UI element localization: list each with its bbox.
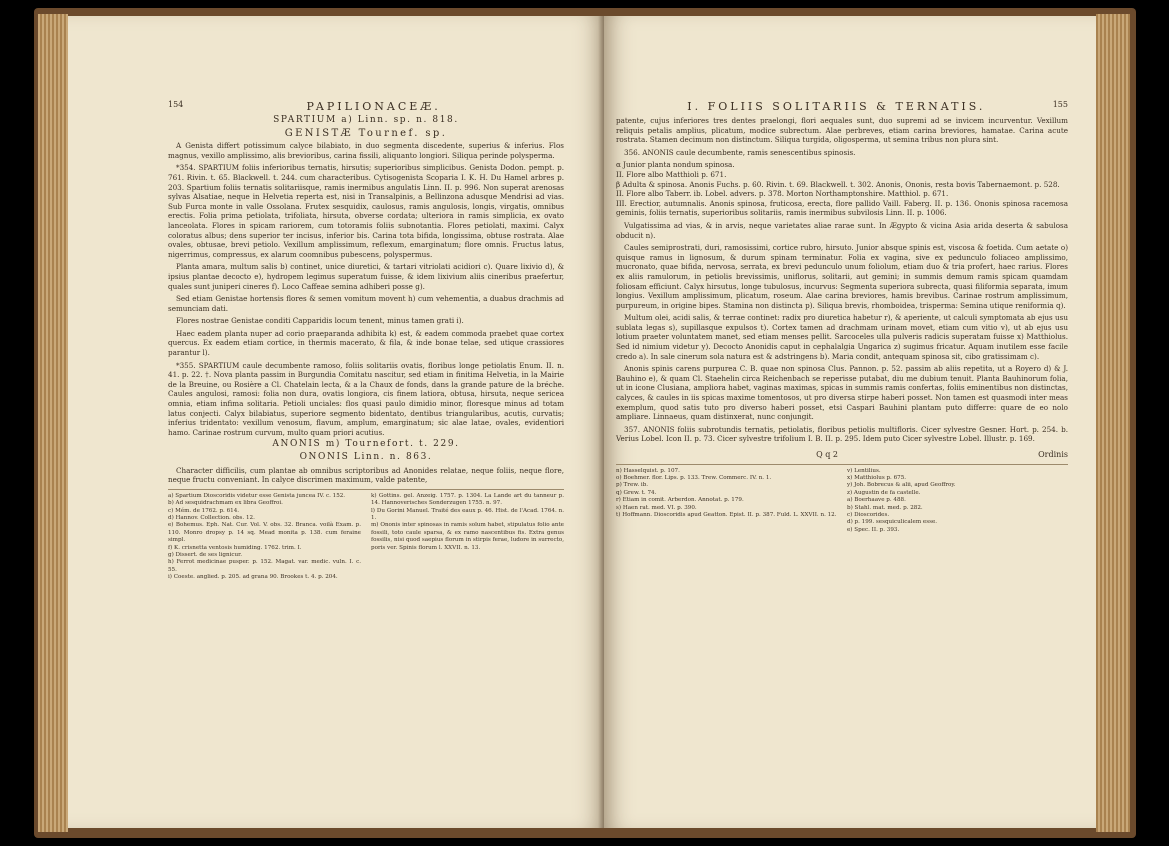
footnote: n) Hasselquist. p. 107. <box>616 467 680 474</box>
planta-amara-paragraph: Planta amara, multum salis b) continet, unice diuretici, & tartari vitriolati acidiori c). Quare lixivio d), & ipsius plantae decocto e), hydropem legimus superatum fuisse, & idem lixivium aliis cineribus praefertur, quales sunt juniperi cineres f). Loco Caffeae semina adhiberi posse g). <box>168 262 564 291</box>
footnote: s) Haen rat. med. VI. p. 390. <box>616 504 697 511</box>
flores-nostrae-paragraph: Flores nostrae Genistae conditi Capparidis locum tenent, minus tamen grati i). <box>176 316 464 326</box>
footnote: k) Gottins. gel. Anzeig. 1757. p. 1304. La Lande art du tanneur p. 14. Hannoverisches Sonderzugen 1755. n. 97. <box>371 492 564 507</box>
footnote: f) K. crisnetta ventosis humiding. 1762. trim. I. <box>168 544 302 551</box>
character-paragraph: Character difficilis, cum plantae ab omnibus scriptoribus ad Anonides relatae, neque foliis, neque flore, neque fructu conveniant. In calyce discrimen maximum, valde patente, <box>168 465 564 485</box>
right-running-head: I. FOLIIS SOLITARIIS & TERNATIS. <box>687 100 986 113</box>
footnote: c) Mém. de 1762. p. 614. <box>168 507 240 514</box>
footnote: h) Ferrot medicinae pusper. p. 152. Magat. var. medic. vuln. I. c. 55. <box>168 559 361 573</box>
variety-beta: β Adulta & spinosa. Anonis Fuchs. p. 60. Rivin. t. 69. Blackwell. t. 302. Anonis, Ononis, resta bovis Tabernaemont. p. 528. <box>616 179 1060 189</box>
footnote: q) Grew. t. 74. <box>616 489 657 496</box>
haec-eadem-paragraph: Haec eadem planta nuper ad corio praeparanda adhibita k) est, & eadem commoda praebet quae cortex quercus. Ex eadem etiam cortice, in thermis macerato, & fila, & inde bonae telae, sed utique crassiores parantur l). <box>168 328 564 358</box>
ononis-ref: ONONIS Linn. n. 863. <box>299 452 433 462</box>
variety-III: III. Erectior, autumnalis. Anonis spinosa, fruticosa, erecta, flore pallido Vaill. Faberg. II. p. 136. Ononis spinosa racemosa geminis, foliis ternatis, superioribus solitariis, ramis inermibus subvilosis Linn. II. p. 1006. <box>616 198 1068 218</box>
footnote: e) Bohemus. Eph. Nat. Cur. Vol. V. obs. 32. Branca. voilà Exam. p. 110. Monro dropsy p. 14 sq. Mead monita p. 138. cum feraine simpl. <box>168 522 361 544</box>
sed-etiam-paragraph: Sed etiam Genistae hortensis flores & semen vomitum movent h) cum vehementia, a duabus drachmis ad semunciam dati. <box>168 294 564 313</box>
footnote: i) Coeste. anglied. p. 205. ad grana 90. Brookes t. 4. p. 204. <box>168 574 338 581</box>
left-page-number: 154 <box>168 100 184 109</box>
left-page <box>68 16 604 828</box>
footnote: m) Ononis inter spinosas in ramis solum habet, stipulatus folio ante fossili, toto caule sparsa, & ex ramo nascentibus fis. Extra genus fossilis, nisi quod saepius florum in stirpis ferae, ludore in surrecto, poris ver. Spinis florum l. XXVII. n. 13. <box>371 522 564 551</box>
footnote: l) Du Gorini Manuel. Traité des eaux p. 46. Hist. de l'Acad. 1764. n. 1. <box>371 507 564 521</box>
right-page-text <box>616 116 1068 534</box>
footnote: p) Trew. ib. <box>616 482 649 489</box>
footnote: b) Ad sesquidrachmam ex libra Geoffroi. <box>168 500 283 507</box>
anonis-spinis-paragraph: Anonis spinis carens purpurea C. B. quae non spinosa Clus. Pannon. p. 52. passim ab aliis repetita, ut a Royero d) & J. Bauhino e), & quam Cl. Staehelin circa Reichenbach se reperisse putabat, diu me dubium tenuit. Planta Bauhinorum folia, ut in icone Clusiana, ampliora habet, vaginas maximas, spicas in summis ramis confertas, foliis eminentibus non distinctas, calyces, & caules in iis spicas maxime tomentosos, ut pro diversa stirpe haberi posset. Non tamen est quasmodi inter meas exemplum, quod satis tuto pro diverso haberi posset, etsi Caspari Bauhini plantam puto differre: quare de eo nolo ampliare. Linnaeus, quam distinxerat, nunc conjungit. <box>616 364 1068 422</box>
right-footnotes <box>616 464 1068 535</box>
footnote: c) Dioscorides. <box>847 512 890 519</box>
anonis-ref: ANONIS m) Tournefort. t. 229. <box>272 439 460 450</box>
footnote: r) Etiam in comit. Arberdon. Annotat. p. 179. <box>616 497 744 504</box>
signature-mark: Q q 2 <box>816 450 838 459</box>
footnote: d) p. 199. sesquiculicalem esse. <box>847 519 938 526</box>
footnote: d) Hannov. Collection. obs. 12. <box>168 515 255 521</box>
left-footnotes <box>168 489 564 582</box>
footnote: y) Joh. Bobrecus & alii, apud Geoffroy. <box>847 482 956 489</box>
footnote: v) Lentilius. <box>847 467 881 474</box>
right-page <box>604 16 1096 828</box>
variety-II: II. Flore albo Matthioli p. 671. <box>616 169 727 179</box>
patente-paragraph: patente, cujus inferiores tres dentes praelongi, flori aequales sunt, duo supremi ad se invicem incurventur. Vexillum reliquis petalis amplius, plicatum, modice subrectum. Alae perbreves, etiam carina breviores, hamatae. Carina acute rostrata. Stamen decimum non distinctum. Siliqua turgida, oligosperma, ut semina tribus non plura sint. <box>616 116 1068 145</box>
right-page-edges <box>1096 14 1130 832</box>
footnote: a) Spartium Dioscoridis videtur esse Genista juncea IV. c. 152. <box>168 492 346 499</box>
footnote: z) Augustin de fa castelle. <box>847 489 921 496</box>
footnote: o) Boehmer. flor. Lips. p. 133. Trew. Commerc. IV. n. 1. <box>616 475 772 481</box>
genus-intro: A Genista differt potissimum calyce bilabiato, in duo segmenta discedente, superius & inferius. Flos magnus, vexillo amplissimo, alis brevioribus, carina fissili, aliquanto longiori. Siliqua perinde polysperma. <box>168 141 564 160</box>
left-page-edges <box>38 14 68 832</box>
catchword: Ordinis <box>1038 450 1068 459</box>
left-running-header <box>168 100 564 113</box>
species-357: 357. ANONIS foliis subrotundis ternatis, petiolatis, floribus petiolis multifloris. Cicer sylvestre Gesner. Hort. p. 254. b. Verius Lobel. Icon II. p. 73. Cicer sylvestre trifolium I. B. II. p. 295. Idem puto Cicer sylvestre Lobel. Illustr. p. 169. <box>616 424 1068 444</box>
footnote: t) Hoffmann. Dioscoridis apud Geatton. Epist. II. p. 387. Fuld. L. XXVII. n. 12. <box>616 512 837 519</box>
species-354: *354. SPARTIUM foliis inferioribus ternatis, hirsutis; superioribus simplicibus. Genista Dodon. pempt. p. 761. Rivin. t. 65. Blackwell. t. 244. cum characteribus. Cytisogenista Scoparia I. K. H. Du Hamel arbres p. 203. Spartium foliis ternatis solitariisque, ramis inermibus angulatis Linn. II. p. 996. Non superat arenosas sylvas Alsatiae, neque in Helvetia reperta est, nisi in Transalpinis, a Bellinzona adusque Mendrisi ad vias. Sub Furca monte in valle Ossolana. Frutex sesquidix, caulosus, ramis angulosis, longis, virgatis, omnibus erectis. Folia prima petiolata, trifoliata, hirsuta, obverse cordata; ulteriora in ramis simplicia, ex ovato lanceolata. Flores in spicam rariorem, cum totoramis foliis subnotantia. Flores petiolati, maximi. Calyx coloratus albus; dens superior ter incisus, inferior bis. Carina tota bifida, longissima, obtuse rostrata. Alae ovales, obtusae, brevi petiolo. Vexillum amplissimum, reflexum, emarginatum; flore omnis. Fructus latus, nigerrimus, compressus, ex alarum coomnibus pubescens, polyspermus. <box>168 163 564 259</box>
genus-name-genistae: GENISTÆ Tournef. sp. <box>284 127 448 139</box>
variety-alpha: α Junior planta nondum spinosa. <box>616 160 735 170</box>
left-page-text <box>168 116 564 582</box>
vulgatissima-paragraph: Vulgatissima ad vias, & in arvis, neque varietates aliae rarae sunt. In Ægypto & vicina Asia arida deserta & sabulosa obducit n). <box>616 220 1068 240</box>
signature-line <box>616 450 1068 460</box>
species-355: *355. SPARTIUM caule decumbente ramoso, foliis solitariis ovatis, floribus longe petiolatis Enum. II. n. 41. p. 22. †. Nova planta passim in Burgundia Comitatu nascitur, sed etiam in finitima Helvetia, in la Mairie de la Breuine, ou Rosière a Cl. Chatelain lecta, & a la Chaux de fonds, dans la grande pature de la bréche. Caules angulosi, ramosi: folia non dura, ovatis longiora, cis finem latiora, obtusa, hirsuta, neque sericea omnia, etiam infima solitaria. Petioli unciales: flos quasi paulo dimidio minor, floresque minus ad totam latus conjecti. Calyx bilabiatus, superiore segmento bidentato, dentibus triangularibus, acutis, curvatis; inferius tridentato: vexillum venosum, flavum, amplum, emarginatum; sic alae latae, ovales, evidentiori hamo. Carinae rostrum curvum, multo quam priori acutius. <box>168 360 564 437</box>
species-356: 356. ANONIS caule decumbente, ramis senescentibus spinosis. <box>624 147 856 157</box>
right-running-header <box>620 100 1068 113</box>
right-page-number: 155 <box>1052 100 1068 109</box>
left-running-head: PAPILIONACEÆ. <box>306 100 441 113</box>
genus-ref-spartium: SPARTIUM a) Linn. sp. n. 818. <box>273 115 459 125</box>
caules-paragraph: Caules semiprostrati, duri, ramosissimi, cortice rubro, hirsuto. Junior absque spinis est, viscosa & foetida. Cum aetate o) quisque ramus in lignosum, & durum spinam terminatur. Folia ex vagina, sive ex pedunculo foliaceo amplissimo, mucronato, quae bifida, nervosa, serrata, ex brevi pedunculo unum foliolum, etiam duo & tria profert, haec rarius. Flores ex aliis ramulorum, in petiolis brevissimis, uniflorus, solitarii, aut gemini; in summis demum ramis spicam quamdam foliosam efficiunt. Calyx hirsutus, longe tubulosus, incurvus: Segmenta superiora subrecta, quasi filiformia separata, imum longius. Vexillum amplissimum, plicatum, roseum. Alae carina breviores, hamis brevibus. Carinae rostrum amplissimum, purpureum, in origine bipes. Stamina non distincta p). Siliqua brevis, rhomboidea, trisperma: Semina utique reniformia q). <box>616 243 1068 310</box>
footnote: e) Spec. II. p. 393. <box>847 526 900 533</box>
footnote: a) Boerhaave p. 488. <box>847 497 906 504</box>
footnote: x) Matthiolus p. 675. <box>847 475 907 481</box>
footnote: b) Stahl. mat. med. p. 282. <box>847 504 923 511</box>
variety-II-b: II. Flore albo Taberr. ib. Lobel. advers. p. 378. Morton Northamptonshire. Matthiol. p. 671. <box>616 189 949 199</box>
multum-paragraph: Multum olei, acidi salis, & terrae continet: radix pro diuretica habetur r), & aperiente, ut calculi symptomata ab ejus usu sublata legas s), supillasque expulsos t). Cortex tamen ad drachmam urinam movet, etiam cum vitio v), ut ab ejus usu lotium praeter voluntatem manet, sed etiam menses pellit. Sarcoceles ulla pulveris radicis superatam fuisse x) Matthiolus. Sed id nimium videtur y). Decocto Anonidis caput in cephalalgia Ungarica z) sugimus fricatur. Aquam inutilem esse facile credo a). In sale cinerum sola natura est & adstringens b). Maria condit, antequam spinosa sit, cibo gratissimam c). <box>616 313 1068 361</box>
footnote: g) Dissert. de ses lignicur. <box>168 552 242 559</box>
